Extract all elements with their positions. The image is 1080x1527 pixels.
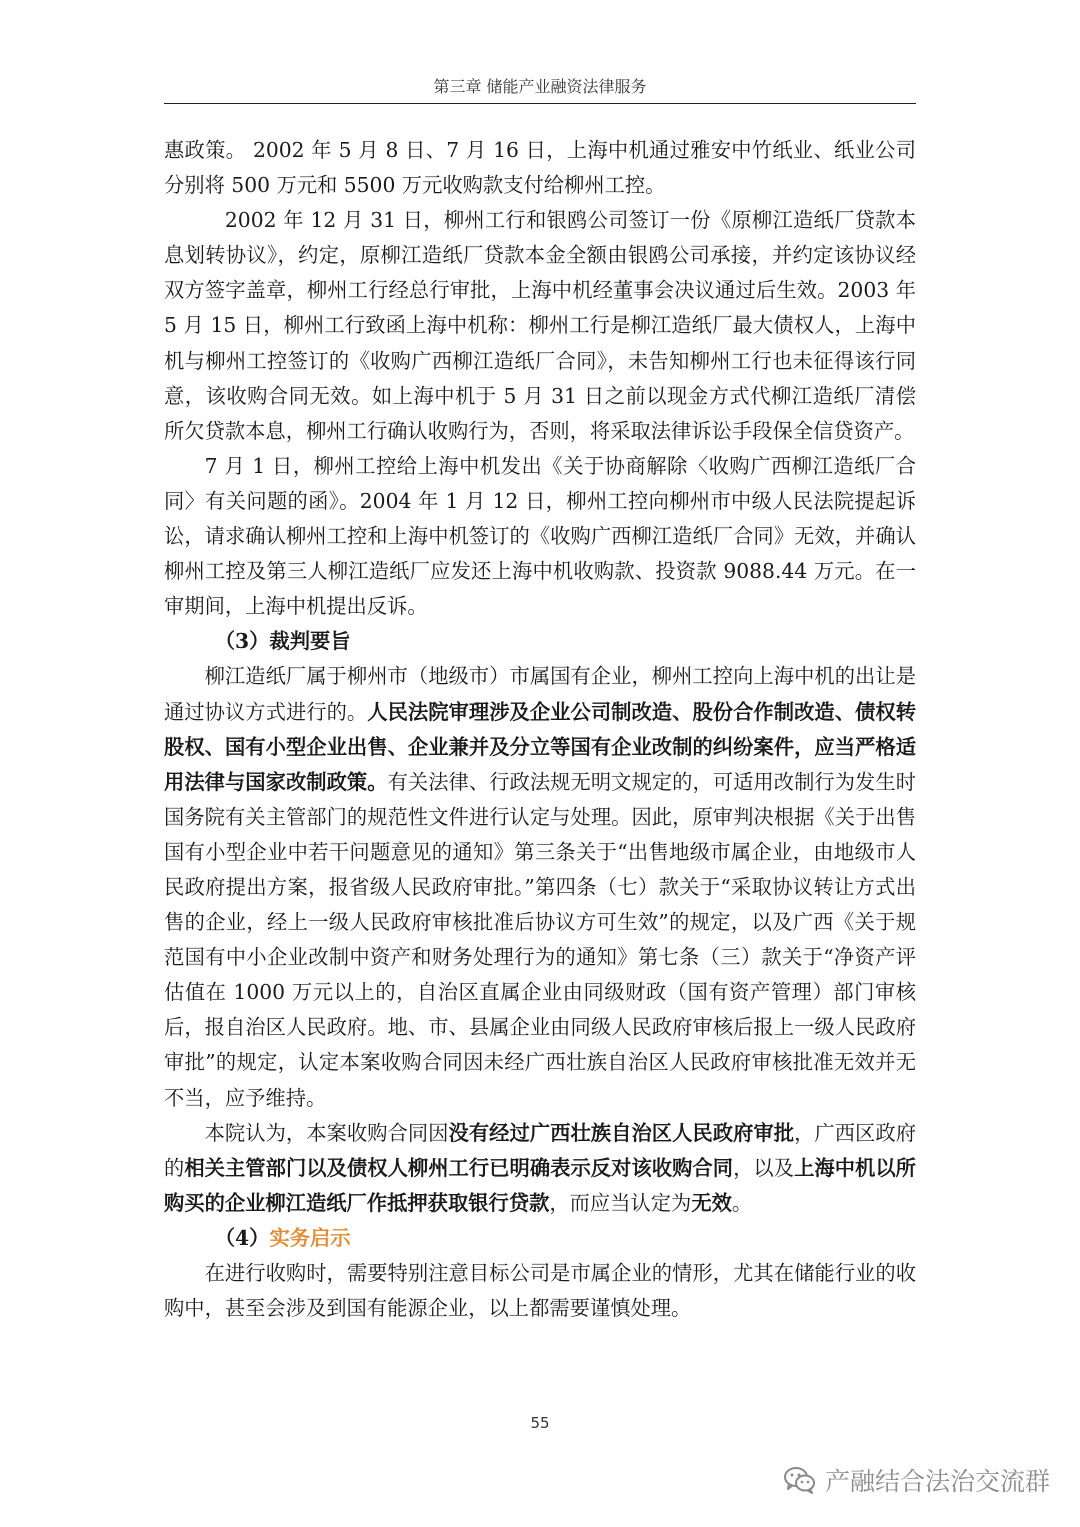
p5-bold-d: 相关主管部门以及债权人柳州工行已明确表示反对该收购合同	[184, 1155, 734, 1180]
p5-text-e: ，以及	[733, 1155, 795, 1180]
watermark	[783, 1462, 1050, 1498]
page-number: 55	[530, 1414, 550, 1432]
h4-prefix: （4）	[214, 1225, 270, 1250]
paragraph-2: 2002 年 12 月 31 日，柳州工行和银鸥公司签订一份《原柳江造纸厂贷款本息划转协议》，约定，原柳江造纸厂贷款本金全额由银鸥公司承接，并约定该协议经双方签字盖章，柳州工行经总行审批，上海中机经董事会决议通过后生效。2003 年 5 月 15 日，柳州工行致函上海中机称：柳州工行是柳江造纸厂最大债权人，上海中机与柳州工控签订的《收购广西柳江造纸厂合同》，未告知柳州工行也未征得该行同意，该收购合同无效。如上海中机于 5 月 31 日之前以现金方式代柳江造纸厂清偿所欠贷款本息，柳州工行确认收购行为，否则，将采取法律诉讼手段保全信贷资产。	[164, 208, 916, 443]
p4-bold-text: 人民法院审理涉及企业公司制改造、股份合作制改造、债权转股权、国有小型企业出售、企业兼并及分立等国有企业改制的纠纷案件，应当严格适用法律与国家改制政策。	[164, 699, 916, 794]
p5-bold-f: 上海中机以所购买的企业柳江造纸厂作抵押获取银行贷款	[164, 1155, 916, 1215]
section-heading-4	[164, 1221, 916, 1256]
p5-text-g: ，而应当认定为	[549, 1190, 692, 1215]
p5-bold-h: 无效	[691, 1190, 732, 1215]
paragraph-3: 7 月 1 日，柳州工控给上海中机发出《关于协商解除〈收购广西柳江造纸厂合同〉有关问题的函》。2004 年 1 月 12 日，柳州工控向柳州市中级人民法院提起诉讼，请求确认柳州工控和上海中机签订的《收购广西柳江造纸厂合同》无效，并确认柳州工控及第三人柳江造纸厂应发还上海中机收购款、投资款 9088.44 万元。在一审期间，上海中机提出反诉。	[164, 453, 916, 619]
paragraph-1: 惠政策。 2002 年 5 月 8 日、7 月 16 日，上海中机通过雅安中竹纸业、纸业公司分别将 500 万元和 5500 万元收购款支付给柳州工控。	[164, 138, 916, 198]
p5-bold-b: 没有经过广西壮族自治区人民政府审批	[448, 1120, 795, 1145]
paragraph-6: 在进行收购时，需要特别注意目标公司是市属企业的情形，尤其在储能行业的收购中，甚至会涉及到国有能源企业，以上都需要谨慎处理。	[164, 1261, 916, 1321]
watermark-text: 产融结合法治交流群	[824, 1467, 1050, 1496]
header-divider	[164, 103, 916, 104]
running-header: 第三章 储能产业融资法律服务	[433, 77, 647, 96]
section-heading-3: （3）裁判要旨	[214, 629, 351, 654]
paragraph-4	[164, 659, 916, 1115]
p5-text-c: ，广西区政府的	[164, 1120, 916, 1180]
paragraph-5	[164, 1116, 916, 1221]
h4-title: 实务启示	[269, 1225, 351, 1250]
p5-text-i: 。	[731, 1190, 753, 1215]
wechat-icon	[783, 1465, 817, 1495]
document-body	[164, 133, 916, 1326]
p5-text-a: 本院认为，本案收购合同因	[204, 1120, 449, 1145]
p4-text-c: 有关法律、行政法规无明文规定的，可适用改制行为发生时国务院有关主管部门的规范性文件进行认定与处理。因此，原审判决根据《关于出售国有小型企业中若干问题意见的通知》第三条关于“出售地级市属企业，由地级市人民政府提出方案，报省级人民政府审批。”第四条（七）款关于“采取协议转让方式出售的企业，经上一级人民政府审核批准后协议方可生效”的规定，以及广西《关于规范国有中小企业改制中资产和财务处理行为的通知》第七条（三）款关于“净资产评估值在 1000 万元以上的，自治区直属企业由同级财政（国有资产管理）部门审核后，报自治区人民政府。地、市、县属企业由同级人民政府审核后报上一级人民政府审批”的规定，认定本案收购合同因未经广西壮族自治区人民政府审核批准无效并无不当，应予维持。	[164, 769, 916, 1110]
p4-text-a: 柳江造纸厂属于柳州市（地级市）市属国有企业，柳州工控向上海中机的出让是通过协议方式进行的。	[164, 664, 916, 724]
